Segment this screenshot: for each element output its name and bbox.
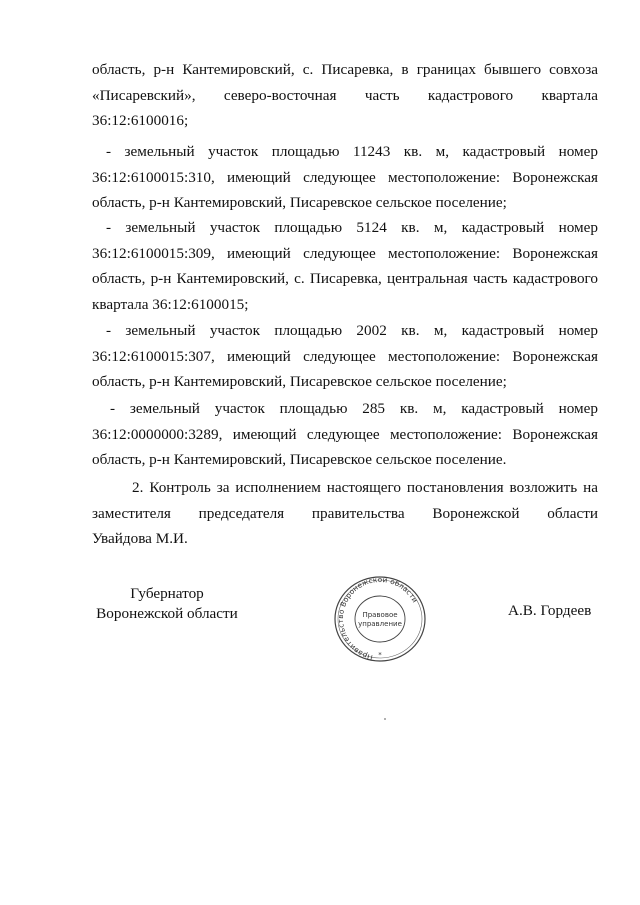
- paragraph-line: Увайдова М.И.: [92, 530, 188, 548]
- paragraph-line: область, р-н Кантемировский, Писаревское сельское поселение;: [92, 194, 507, 212]
- official-stamp: [325, 573, 435, 665]
- stamp-star-icon: *: [378, 651, 382, 659]
- paragraph-1: [92, 57, 598, 134]
- paragraph-line: область, р-н Кантемировский, Писаревское сельское поселение;: [92, 373, 507, 391]
- paragraph-5: [92, 396, 598, 473]
- paragraph-line: - земельный участок площадью 285 кв. м, кадастровый номер: [110, 400, 598, 417]
- paragraph-line: область, р-н Кантемировский, с. Писаревка, центральная часть кадастрового: [92, 270, 598, 288]
- signatory-title-line-2: Воронежской области: [96, 605, 238, 622]
- paragraph-line: - земельный участок площадью 5124 кв. м, кадастровый номер: [106, 219, 598, 236]
- paragraph-line: квартала 36:12:6100015;: [92, 295, 249, 313]
- paragraph-line: 36:12:6100016;: [92, 112, 189, 130]
- paragraph-line: 36:12:6100015:310, имеющий следующее местоположение: Воронежская: [92, 168, 598, 186]
- paragraph-line: заместителя председателя правительства Воронежской области: [92, 504, 598, 522]
- paragraph-line: область, р-н Кантемировский, Писаревское сельское поселение.: [92, 451, 507, 469]
- signatory-title: [92, 584, 242, 624]
- paragraph-line: 36:12:6100015:309, имеющий следующее местоположение: Воронежская: [92, 244, 598, 262]
- stamp-ring-text: Правительство Воронежской области: [335, 574, 420, 663]
- scan-speck: [384, 718, 386, 720]
- paragraph-6: [92, 475, 598, 552]
- paragraph-line: «Писаревский», северо-восточная часть кадастрового квартала: [92, 86, 598, 104]
- paragraph-line: 36:12:0000000:3289, имеющий следующее местоположение: Воронежская: [92, 425, 598, 443]
- signatory-name: А.В. Гордеев: [508, 602, 592, 619]
- stamp-center-line-2: управление: [358, 620, 402, 628]
- paragraph-2: [92, 139, 598, 216]
- stamp-center-line-1: Правовое: [362, 611, 398, 619]
- paragraph-line: 36:12:6100015:307, имеющий следующее местоположение: Воронежская: [92, 347, 598, 365]
- paragraph-line: 2. Контроль за исполнением настоящего постановления возложить на: [132, 479, 598, 496]
- paragraph-4: [92, 318, 598, 395]
- paragraph-line: - земельный участок площадью 2002 кв. м, кадастровый номер: [106, 322, 598, 339]
- paragraph-line: область, р-н Кантемировский, с. Писаревка, в границах бывшего совхоза: [92, 61, 598, 78]
- signatory-title-line-1: Губернатор: [130, 585, 204, 602]
- paragraph-line: - земельный участок площадью 11243 кв. м, кадастровый номер: [106, 143, 598, 160]
- paragraph-3: [92, 215, 598, 317]
